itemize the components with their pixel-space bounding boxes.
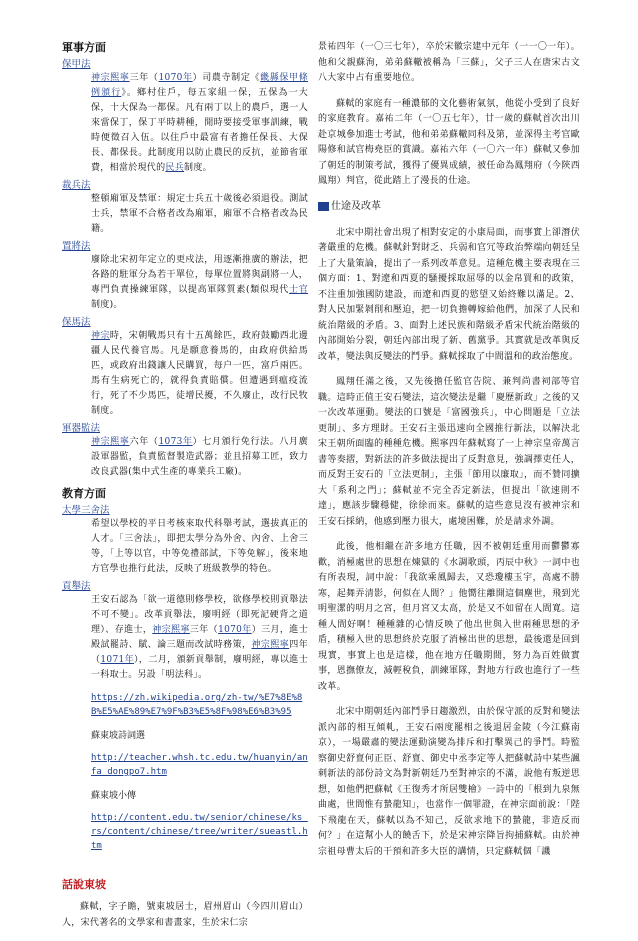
body-text: 四年（ xyxy=(91,640,308,665)
body-text: ）司農寺制定《 xyxy=(192,73,261,83)
item-body xyxy=(91,192,308,237)
right-column xyxy=(318,40,580,870)
section-header xyxy=(318,200,580,214)
inline-link[interactable]: 神宗熙寧 xyxy=(91,73,130,83)
body-text: 希望以學校的平日考核來取代科舉考試，選拔真正的人才。「三舍法」，即把太學分為外舍、內舍、上舍三等，「上等以官，中等免禮部試，下等免解」，後來地方官學也推行此法，反映了班級教學的特色。 xyxy=(91,519,308,574)
body-text: 三年（ xyxy=(189,625,219,635)
item-title[interactable]: 置將法 xyxy=(62,241,91,252)
item-body xyxy=(91,71,308,176)
military-heading: 軍事方面 xyxy=(62,41,106,54)
right-top-paragraphs xyxy=(318,40,580,190)
inline-link[interactable]: 神宗 xyxy=(91,331,110,341)
item-title[interactable]: 保甲法 xyxy=(62,59,91,70)
inline-link[interactable]: 1071年 xyxy=(100,655,135,665)
left-column xyxy=(62,40,308,941)
item-title[interactable]: 裁兵法 xyxy=(62,180,91,191)
body-text: ），二月，頒新貢舉制，廢明經，專以進士一科取士。另設「明法科」。 xyxy=(91,655,308,680)
item-body xyxy=(91,253,308,313)
reference-url[interactable]: http://teacher.whsh.tc.edu.tw/huanyin/anfa_dongpo7.htm xyxy=(91,753,308,777)
body-text: 整頓廂軍及禁軍：規定士兵五十歲後必須退役。測試士兵，禁軍不合格者改為廂軍，廂軍不合格者改為民籍。 xyxy=(91,194,308,234)
item-title[interactable]: 太學三舍法 xyxy=(62,505,110,516)
reference-title: 蘇東坡小傳 xyxy=(91,791,137,801)
body-paragraph: 北宋中期社會出現了相對安定的小康局面，而事實上卻潛伏著嚴重的危機。蘇軾針對財乏、兵弱和官冗等政治弊端向朝廷呈上了大量策論，提出了一系列改革意見。這種危機主要表現在三個方面：1、對遼和西夏的騷擾採取屈辱的以金帛買和的政策，不注重加強國防建設，而遼和西夏的慾望又始終難以滿足。2、對人民加緊剝削和壓迫，把一切負擔轉嫁給他們，加深了人民和統治階級的矛盾。3、面對上述民族和階級矛盾宋代統治階級的內部開始分裂，朝廷內部出現了新、舊黨爭。其實就是改革與反改革，變法與反變法的鬥爭。蘇軾採取了中間溫和的政治態度。 xyxy=(318,227,580,362)
education-heading: 教育方面 xyxy=(62,487,106,500)
body-text: 》。鄉村住戶，每五家組一保，五保為一大保，十大保為一都保。凡有兩丁以上的農戶，選一人來當保丁，保丁平時耕種，閒時要接受軍事訓練，戰時便徵召入伍。以住戶中最富有者擔任保長、大保長、都保長。此制度用以防止農民的反抗，並節省軍費，相當於現代的 xyxy=(91,88,309,173)
education-items xyxy=(62,504,308,683)
reference-links xyxy=(62,691,308,853)
inline-link[interactable]: 1070年 xyxy=(158,73,193,83)
body-text: 廢除北宋初年定立的更戍法，用逐漸推廣的辦法，把各路的駐軍分為若干單位，每單位置將與副將一人，專門負責操練軍隊，以提高軍隊質素(類似現代 xyxy=(91,255,308,295)
item-body xyxy=(91,329,308,419)
inline-link[interactable]: 神宗熙寧 xyxy=(152,625,190,635)
item-body xyxy=(91,593,308,683)
item-title[interactable]: 保馬法 xyxy=(62,317,91,328)
body-text: 三年（ xyxy=(129,73,159,83)
reference-url[interactable]: http://content.edu.tw/senior/chinese/ks_rs/content/chinese/tree/writer/sueastl.htm xyxy=(91,813,308,851)
body-paragraph: 蘇軾的家庭有一種濃郁的文化藝術氣氛，他從小受到了良好的家庭教育。嘉祐二年（一〇五七年），廿一歲的蘇軾首次出川赴京城參加進士考試，他和弟弟蘇轍同科及第，並深得主考官歐陽修和試官梅堯臣的賞識。嘉祐六年（一〇六一年）蘇軾又參加了朝廷的制策考試，獲得了優異成績，被任命為鳳翔府（今陝西鳳翔）判官，從此踏上了漫長的仕途。 xyxy=(318,98,580,186)
body-text: 時，宋朝戰馬只有十五萬餘匹，政府鼓勵西北邊疆人民代養官馬。凡是願意養馬的，由政府供給馬匹，或政府出錢讓人民購買，每户一匹，富戶兩匹。馬有生病死亡的，就得負責賠償。但遭遇到瘟疫流行，死了不少馬匹，徒增民擾，不久廢止，改行民牧制度。 xyxy=(91,331,308,416)
inline-link[interactable]: 1070年 xyxy=(218,625,252,635)
item-title[interactable]: 軍器監法 xyxy=(62,423,101,434)
section-title: 仕途及改革 xyxy=(331,200,381,212)
body-text: 王安石認為「欲一道德則修學校，欲修學校則貢舉法不可不變」。改革貢舉法，廢明經（即死記硬背之道理）、存進士， xyxy=(91,595,308,635)
body-text: 制度)。 xyxy=(91,300,123,310)
body-paragraph: 鳳翔任滿之後，又先後擔任監官告院、兼判尚書祠部等官職。這時正值王安石變法，這次變法是繼「慶歷新政」之後的又一次改革運動。變法的口號是「富國強兵」，中心問題是「立法更制」、多方理財。王安石主張迅速向全國推行新法，以解決北宋王朝所面臨的種種危機。熙寧四年蘇軾寫了一上神宗皇帝萬言書等奏摺，對新法的許多做法提出了反對意見，強調擇吏任人，而反對王安石的「立法更制」，主張「節用以廉取」，而不贊同擴大「系利之門」；蘇軾並不完全否定新法，但提出「欲速則不達」，應該步驟穩健，徐徐而來。蘇軾的這些意見沒有被神宗和王安石採納，他感到壓力很大，處境困難，於是請求外調。 xyxy=(318,377,580,527)
body-text: 六年（ xyxy=(129,437,159,447)
inline-link[interactable]: 民兵 xyxy=(165,163,185,173)
reference-title: 蘇東坡詩詞選 xyxy=(91,731,146,741)
item-body xyxy=(91,435,308,480)
inline-link[interactable]: 神宗熙寧 xyxy=(251,640,290,650)
body-paragraph: 北宋中期朝廷內部鬥爭日趨激烈，由於保守派的反對和變法派內部的相互傾軋，王安石兩度罷相之後退居金陵（今江蘇南京），一場嚴肅的變法運動演變為排斥和打擊異己的爭鬥。時監察御史舒亶何正臣、舒亶、御史中丞李定等人把蘇軾詩中某些諷刺新法的部份詩文為對新朝廷乃至對神宗的不滿，說他有叛逆思想，如他們把蘇軾《王復秀才所居雙檜》一詩中的「根到九泉無曲處，世間惟有蟄龍知」，也當作一個罪證，在神宗面前說：「陛下飛龍在天，蘇軾以為不知己，反欲求地下的蟄龍，非造反而何？」在這幫小人的饒舌下，於是宋神宗降旨拘捕蘇軾。由於神宗祖母曹太后的干預和許多大臣的講情，只定蘇軾個「譏 xyxy=(318,707,580,857)
item-body xyxy=(91,517,308,577)
item-title[interactable]: 貢舉法 xyxy=(62,581,91,592)
body-text: ）七月頒行免行法。八月廣設軍器監，負責監督製造武器；並且招募工匠，致力改良武器(集中式生產的專業兵工廠)。 xyxy=(91,437,308,477)
body-text: ）三月，進士殿試罷詩、賦、論三題而改試時務策， xyxy=(91,625,308,650)
sushi-intro-paragraph: 蘇軾，字子瞻，號東坡居士，眉州眉山（今四川眉山）人，宋代著名的文學家和書畫家，生於宋仁宗 xyxy=(62,902,308,928)
sushi-section-title: 話說東坡 xyxy=(62,878,106,891)
body-paragraph: 景祐四年（一〇三七年），卒於宋徽宗建中元年（一一〇一年）。他和父親蘇洵，弟弟蘇轍被稱為「三蘇」，父子三人在唐宋古文八大家中占有重要地位。 xyxy=(318,42,580,83)
body-paragraph: 此後，他相繼在許多地方任職，因不被朝廷重用而鬱鬱寡歡，消極處世的思想在煉獄的《水調歌頭，丙辰中秋》一詞中也有所表現，詞中說：「我欲乘風歸去，又恐瓊樓玉宇，高處不勝寒，起舞弄清影，何似在人間？」他嚮往離開這個塵世，飛到光明聖潔的明月之宮，但月宮又太高，於是又不如留在人間寬。這種人間好啊！種種雜的心情反映了他出世與入世兩種思想的矛盾，積極入世的思想終於克服了消極出世的思想，最後還是回到現實，事實上也是這樣，他在地方任職期間，努力為百姓做實事，恩撫僚友，減輕稅負，訓練軍隊，對地方行政也進行了一些改革。 xyxy=(318,542,580,692)
square-bullet-icon xyxy=(318,202,329,211)
inline-link[interactable]: 神宗熙寧 xyxy=(91,437,130,447)
body-text: 制度。 xyxy=(184,163,212,173)
inline-link[interactable]: 士官 xyxy=(289,285,309,295)
right-bottom-paragraphs xyxy=(318,226,580,861)
military-items xyxy=(62,58,308,480)
reference-url[interactable]: https://zh.wikipedia.org/zh-tw/%E7%8E%8B%E5%AE%89%E7%9F%B3%E5%8F%98%E6%B3%95 xyxy=(91,693,303,717)
inline-link[interactable]: 1073年 xyxy=(158,437,193,447)
inline-link[interactable]: 畿縣保甲條例頒行 xyxy=(91,73,308,98)
